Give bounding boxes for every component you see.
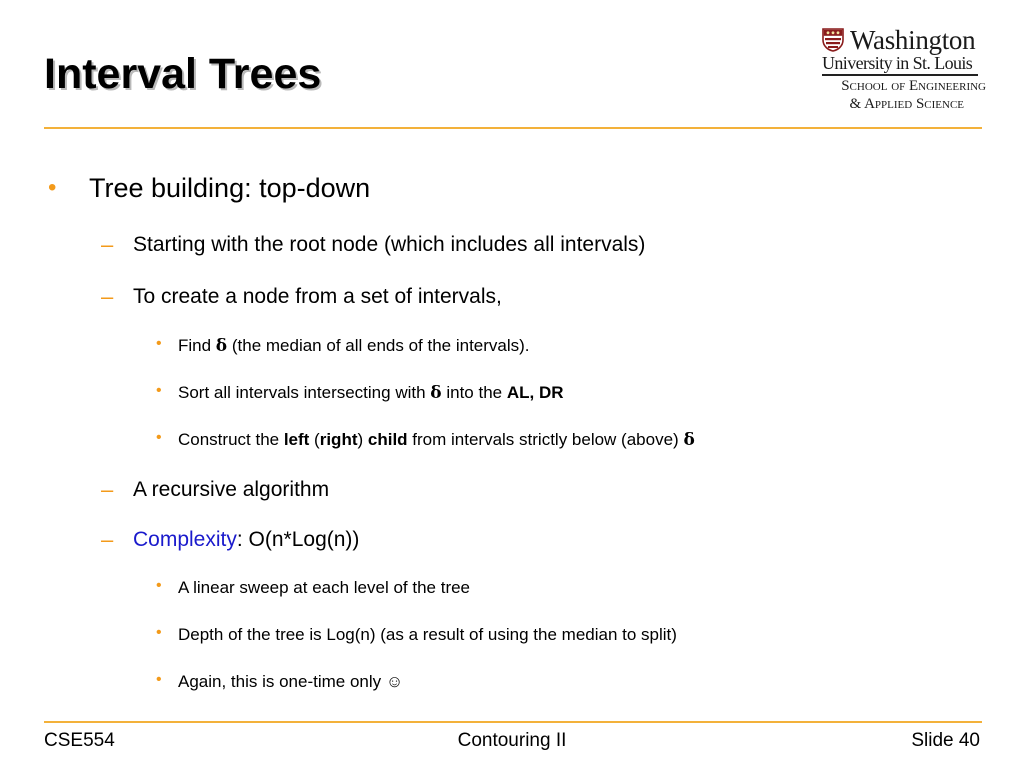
logo-applied-science: & Applied Science (849, 96, 964, 112)
text: : O(n*Log(n)) (236, 528, 360, 551)
bullet-one-time: Again, this is one-time only ☺ (178, 672, 404, 691)
delta-symbol: δ (683, 430, 695, 450)
bold-text: left (283, 430, 310, 449)
university-logo (810, 26, 986, 116)
text: ) (357, 430, 368, 449)
text: ( (309, 430, 320, 449)
bullet-marker: • (156, 382, 162, 399)
bullet-recursive: A recursive algorithm (133, 478, 330, 501)
bullet-marker: • (156, 577, 162, 594)
text: Find (178, 336, 216, 355)
highlight-text: Complexity (133, 528, 237, 551)
bullet-marker: • (156, 671, 162, 688)
delta-symbol: δ (430, 383, 442, 403)
bullet-tree-building: Tree building: top-down (89, 173, 371, 203)
bullet-find-median (178, 336, 530, 356)
dash-marker: – (101, 527, 114, 552)
bullet-marker: • (156, 429, 162, 446)
bullet-linear-sweep: A linear sweep at each level of the tree (178, 578, 471, 597)
slide-title: Interval Trees (44, 50, 322, 98)
footer-divider (44, 721, 982, 723)
bullet-sort-intervals (178, 383, 564, 403)
bullet-marker: • (156, 624, 162, 641)
shield-icon (822, 28, 844, 52)
bold-text: child (367, 430, 408, 449)
text: (the median of all ends of the intervals). (227, 336, 530, 355)
text: Construct the (178, 430, 284, 449)
logo-university: University in St. Louis (822, 53, 973, 73)
bold-text: AL, DR (506, 383, 564, 402)
dash-marker: – (101, 232, 114, 257)
bullet-root-node: Starting with the root node (which includes all intervals) (133, 233, 646, 256)
logo-washington: Washington (850, 25, 976, 55)
footer-course: CSE554 (44, 730, 115, 751)
footer-slide-number: Slide 40 (911, 730, 980, 751)
bullet-complexity (133, 528, 359, 552)
text: Sort all intervals intersecting with (178, 383, 431, 402)
footer-topic: Contouring II (457, 730, 567, 751)
bold-text: right (319, 430, 358, 449)
text: from intervals strictly below (above) (407, 430, 684, 449)
bullet-marker: • (48, 174, 57, 201)
bullet-tree-depth: Depth of the tree is Log(n) (as a result of using the median to split) (178, 625, 677, 644)
header-divider (44, 127, 982, 129)
dash-marker: – (101, 284, 114, 309)
text: into the (441, 383, 507, 402)
bullet-create-node: To create a node from a set of intervals, (133, 285, 502, 308)
logo-school: School of Engineering (841, 78, 986, 94)
logo-divider (822, 74, 978, 76)
bullet-construct-child (178, 430, 695, 450)
bullet-marker: • (156, 335, 162, 352)
dash-marker: – (101, 477, 114, 502)
delta-symbol: δ (215, 336, 228, 356)
